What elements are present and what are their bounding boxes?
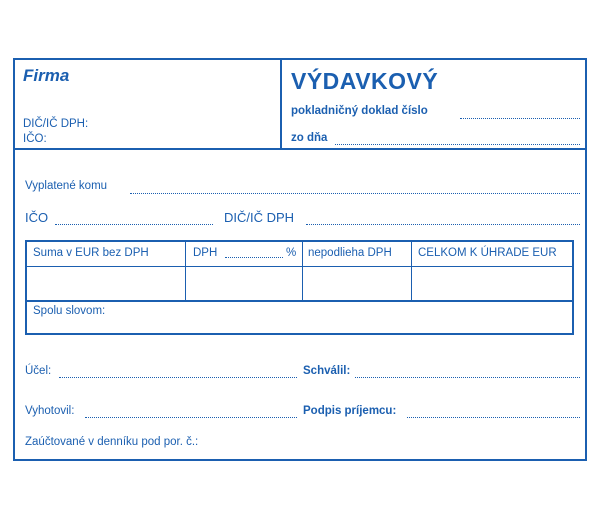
voucher-number-label: pokladničný doklad číslo <box>291 105 428 117</box>
company-id-label: IČO: <box>23 133 47 145</box>
column-divider <box>185 242 186 300</box>
amount-in-words-label: Spolu slovom: <box>33 305 106 317</box>
document-title: VÝDAVKOVÝ <box>291 68 439 94</box>
issued-by-field[interactable] <box>85 417 297 418</box>
table-header-line <box>27 266 572 267</box>
recipient-signature-label: Podpis príjemcu: <box>303 405 397 417</box>
issued-by-label: Vyhotovil: <box>25 405 75 417</box>
approved-by-field[interactable] <box>355 377 580 378</box>
date-label: zo dňa <box>291 132 328 144</box>
company-vat-id-label: DIČ/IČ DPH: <box>23 118 89 130</box>
purpose-label: Účel: <box>25 365 52 377</box>
purpose-field[interactable] <box>59 377 297 378</box>
column-total-to-pay: CELKOM K ÚHRADE EUR <box>418 247 557 259</box>
approved-by-label: Schválil: <box>303 365 351 377</box>
voucher-number-field[interactable] <box>460 118 580 119</box>
vat-rate-field[interactable] <box>225 257 283 258</box>
column-vat: DPH <box>193 247 218 259</box>
expense-voucher-form <box>13 58 587 461</box>
paid-to-label: Vyplatené komu <box>25 180 108 192</box>
company-label: Firma <box>23 66 70 85</box>
recipient-signature-field[interactable] <box>407 417 580 418</box>
column-divider <box>411 242 412 300</box>
amount-table <box>25 240 574 335</box>
header-separator <box>15 148 585 150</box>
recipient-id-label: IČO <box>25 210 49 225</box>
recipient-vat-id-label: DIČ/IČ DPH <box>224 210 295 225</box>
header-divider <box>280 60 282 148</box>
column-divider <box>302 242 303 300</box>
recipient-vat-id-field[interactable] <box>306 224 580 225</box>
table-row-line <box>27 300 572 302</box>
column-vat-percent: % <box>286 247 297 259</box>
journal-entry-label: Zaúčtované v denníku pod por. č.: <box>25 436 199 448</box>
recipient-id-field[interactable] <box>55 224 213 225</box>
column-amount-without-vat: Suma v EUR bez DPH <box>33 247 149 259</box>
paid-to-field[interactable] <box>130 193 580 194</box>
column-vat-exempt: nepodlieha DPH <box>308 247 392 259</box>
date-field[interactable] <box>335 144 580 145</box>
